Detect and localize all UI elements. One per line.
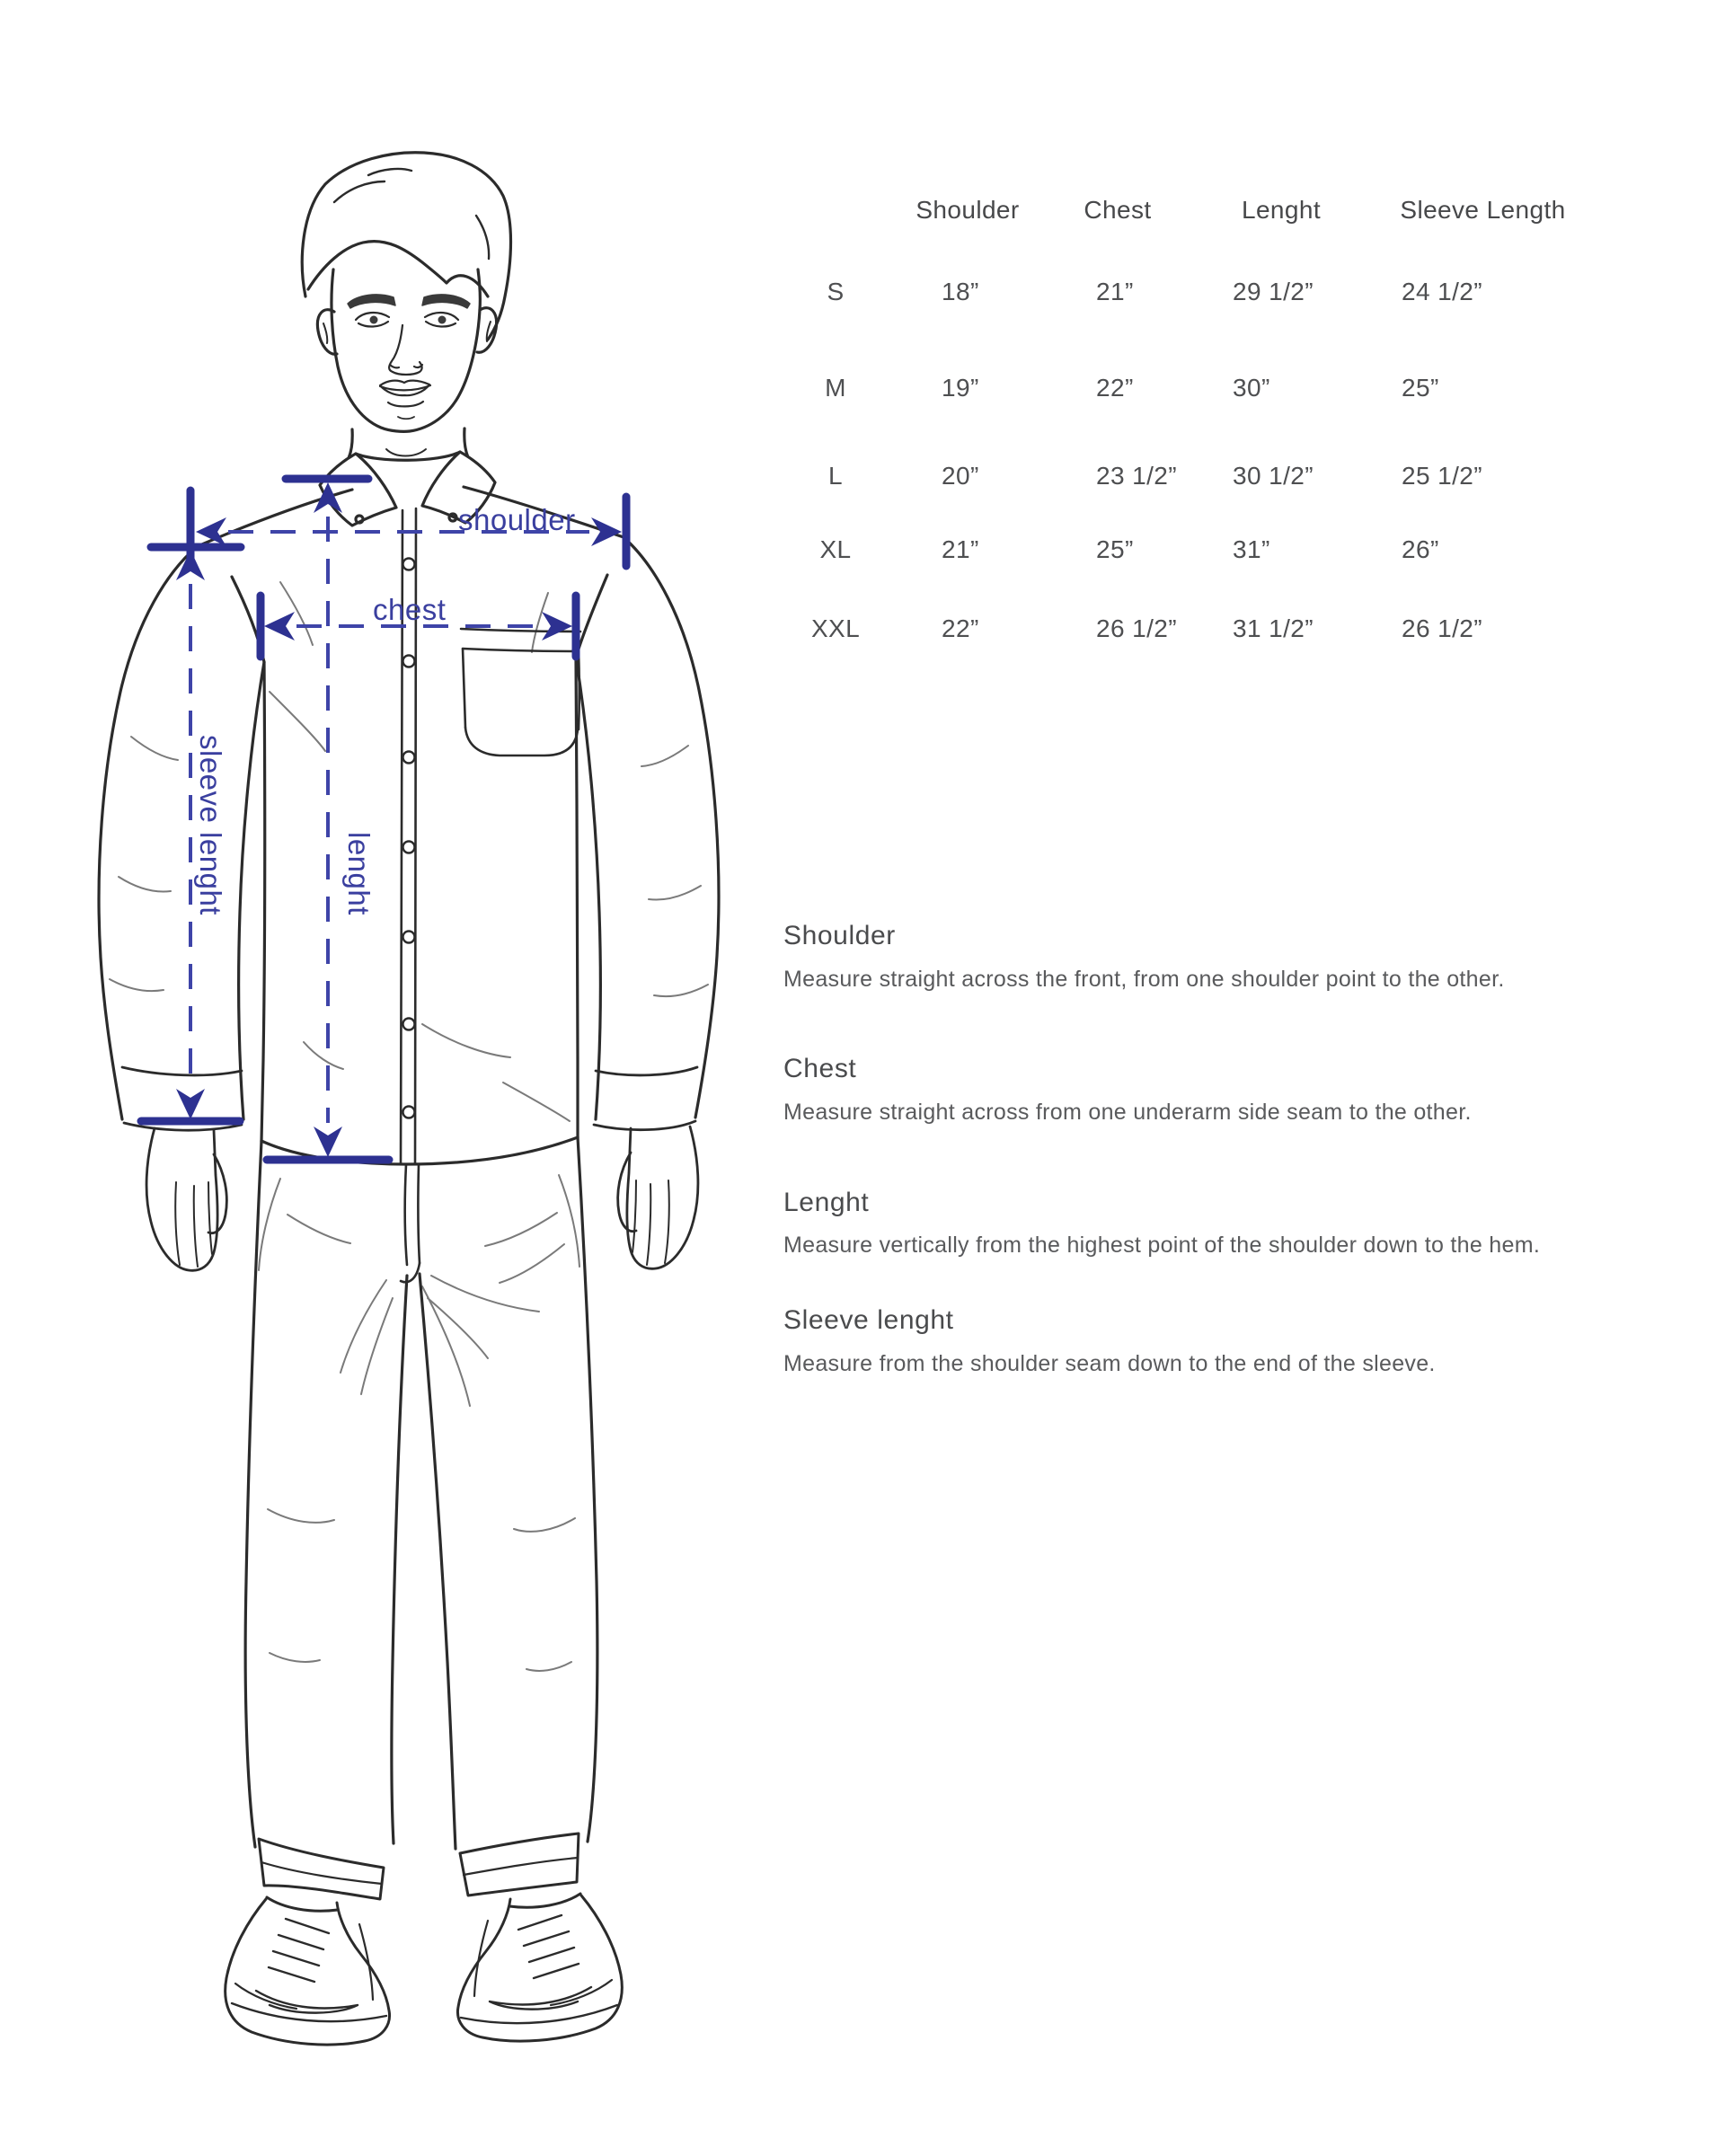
shirt-model-illustration xyxy=(0,0,809,2156)
col-header-lenght: Lenght xyxy=(1241,196,1322,224)
lips xyxy=(380,381,430,420)
right-eyebrow xyxy=(422,295,470,308)
left-sneaker xyxy=(226,1897,390,2045)
sleeve-length-measure-label: sleeve lenght xyxy=(194,735,227,915)
size-label: M xyxy=(825,374,846,402)
size-label: L xyxy=(828,462,843,490)
chest-value: 22” xyxy=(1096,374,1134,402)
length-value: 30 1/2” xyxy=(1233,462,1314,490)
right-sneaker xyxy=(457,1894,622,2041)
shoulder-value: 20” xyxy=(942,462,979,490)
guide-title-sleeve-lenght: Sleeve lenght xyxy=(783,1305,954,1335)
col-header-sleeve-length: Sleeve Length xyxy=(1400,196,1566,224)
shoulder-value: 19” xyxy=(942,374,979,402)
pant-cuffs xyxy=(259,1833,579,1899)
col-header-shoulder: Shoulder xyxy=(916,196,1020,224)
guide-title-lenght: Lenght xyxy=(783,1188,870,1217)
sleeve-length-value: 24 1/2” xyxy=(1402,278,1482,305)
chest-pocket xyxy=(461,629,580,755)
shoulder-right-arrow xyxy=(591,517,622,546)
guide-description-chest: Measure straight across from one underarm side seam to the other. xyxy=(783,1100,1472,1125)
chest-right-arrow xyxy=(542,612,572,641)
face xyxy=(317,270,496,431)
chest-value: 25” xyxy=(1096,535,1134,563)
shoulder-value: 22” xyxy=(942,614,979,642)
size-label: S xyxy=(827,278,845,305)
length-measure-label: lenght xyxy=(342,832,376,915)
chest-value: 23 1/2” xyxy=(1096,462,1177,490)
size-label: XXL xyxy=(810,614,861,642)
shirt-buttons xyxy=(403,559,415,1118)
size-label: XL xyxy=(819,535,852,563)
sneakers xyxy=(226,1894,623,2045)
col-header-chest: Chest xyxy=(1084,196,1152,224)
length-bottom-arrow xyxy=(314,1127,342,1157)
guide-title-chest: Chest xyxy=(783,1054,857,1083)
length-value: 31 1/2” xyxy=(1233,614,1314,642)
sleeve-length-value: 26” xyxy=(1402,535,1439,563)
chest-value: 26 1/2” xyxy=(1096,614,1177,642)
chest-left-arrow xyxy=(264,612,295,641)
length-value: 31” xyxy=(1233,535,1270,563)
length-value: 29 1/2” xyxy=(1233,278,1314,305)
shoulder-value: 18” xyxy=(942,278,979,305)
left-eyebrow xyxy=(348,295,395,308)
chest-measure-label: chest xyxy=(373,593,447,626)
sleeve-length-value: 26 1/2” xyxy=(1402,614,1482,642)
eyes xyxy=(356,313,458,327)
hands xyxy=(146,1127,698,1270)
guide-description-shoulder: Measure straight across the front, from one shoulder point to the other. xyxy=(783,967,1505,992)
length-value: 30” xyxy=(1233,374,1270,402)
pants xyxy=(245,1137,597,1899)
guide-title-shoulder: Shoulder xyxy=(783,921,896,950)
guide-description-sleeve-lenght: Measure from the shoulder seam down to the end of the sleeve. xyxy=(783,1351,1436,1376)
chest-value: 21” xyxy=(1096,278,1134,305)
shoulder-measure-label: shoulder xyxy=(458,503,576,536)
shoulder-value: 21” xyxy=(942,535,979,563)
guide-description-lenght: Measure vertically from the highest point of the shoulder down to the hem. xyxy=(783,1233,1541,1258)
sleeve-bottom-arrow xyxy=(176,1089,205,1119)
sleeve-length-value: 25” xyxy=(1402,374,1439,402)
sleeve-length-value: 25 1/2” xyxy=(1402,462,1482,490)
nose xyxy=(389,325,422,375)
